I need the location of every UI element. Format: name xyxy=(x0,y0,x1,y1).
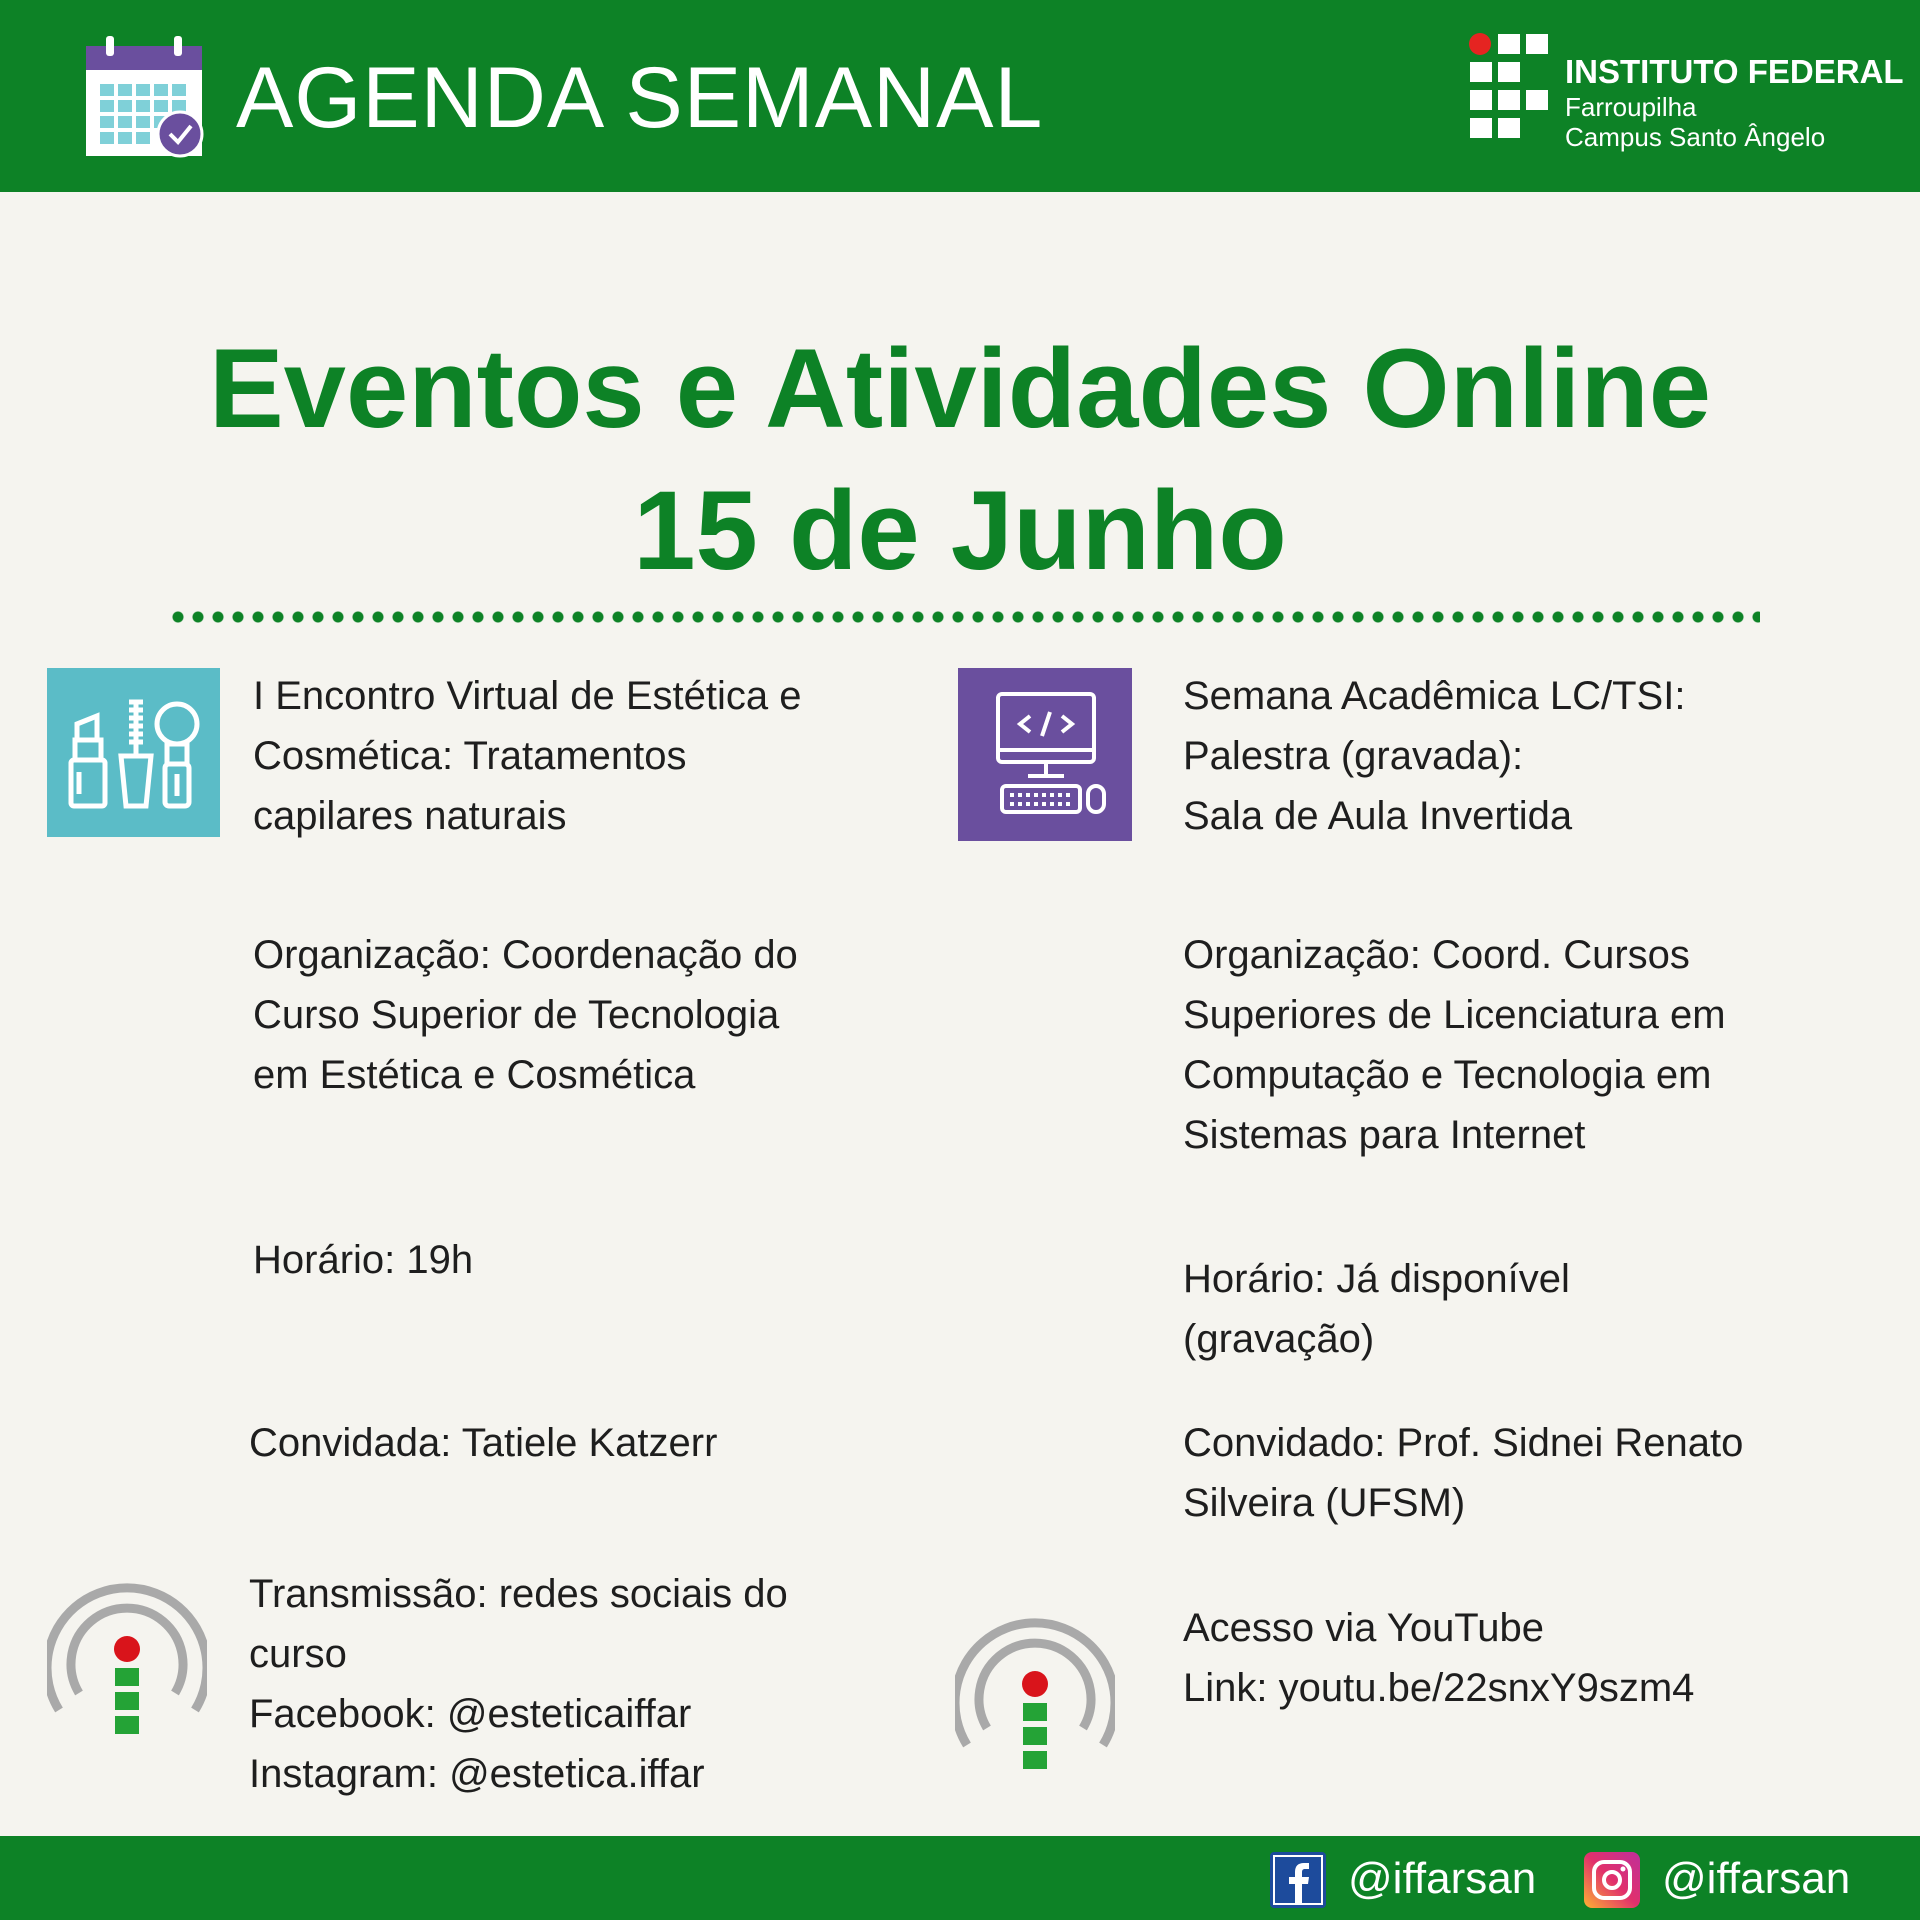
event-1-access xyxy=(249,1564,788,1804)
event-2-title-line: Semana Acadêmica LC/TSI: xyxy=(1183,674,1686,718)
event-1-organization-line: Organização: Coordenação do xyxy=(253,933,798,977)
event-2-schedule-line: (gravação) xyxy=(1183,1317,1375,1361)
institution-subtitle: Farroupilha xyxy=(1565,92,1697,122)
event-2-access-line: Acesso via YouTube xyxy=(1183,1606,1544,1650)
institution-name: INSTITUTO FEDERAL xyxy=(1565,53,1904,90)
event-2-guest xyxy=(1183,1413,1743,1533)
page-date: 15 de Junho xyxy=(633,468,1287,593)
event-1-access-line: Facebook: @esteticaiffar xyxy=(249,1692,692,1736)
cosmetics-icon xyxy=(47,668,220,837)
page-header-title: AGENDA SEMANAL xyxy=(236,50,1044,146)
event-2-access-line[interactable]: Link: youtu.be/22snxY9szm4 xyxy=(1183,1666,1695,1710)
institution-campus: Campus Santo Ângelo xyxy=(1565,122,1826,152)
event-1-title-line: capilares naturais xyxy=(253,794,567,838)
event-2-organization-line: Organização: Coord. Cursos xyxy=(1183,933,1690,977)
instagram-handle[interactable]: @iffarsan xyxy=(1662,1854,1851,1903)
event-2-organization-line: Superiores de Licenciatura em xyxy=(1183,993,1726,1037)
event-2-guest-line: Convidado: Prof. Sidnei Renato xyxy=(1183,1421,1744,1465)
event-2-title-line: Sala de Aula Invertida xyxy=(1183,794,1573,838)
event-2-organization xyxy=(1183,925,1726,1165)
dotted-divider xyxy=(168,610,1760,624)
facebook-icon[interactable] xyxy=(1270,1852,1326,1908)
event-1-title-line: I Encontro Virtual de Estética e xyxy=(253,674,802,718)
event-2-schedule-line: Horário: Já disponível xyxy=(1183,1257,1570,1301)
event-2-organization-line: Sistemas para Internet xyxy=(1183,1113,1586,1157)
event-2-guest-line: Silveira (UFSM) xyxy=(1183,1481,1466,1525)
event-1-organization xyxy=(253,925,798,1105)
event-1-schedule-line: Horário: 19h xyxy=(253,1238,474,1282)
event-1-organization-line: Curso Superior de Tecnologia xyxy=(253,993,780,1037)
event-2-access xyxy=(1183,1598,1694,1718)
event-1-access-line: Transmissão: redes sociais do xyxy=(249,1572,788,1616)
broadcast-icon xyxy=(955,1600,1115,1786)
computer-code-icon xyxy=(958,668,1132,841)
event-1-access-line: curso xyxy=(249,1632,347,1676)
event-1-access-line: Instagram: @estetica.iffar xyxy=(249,1752,705,1796)
event-2-organization-line: Computação e Tecnologia em xyxy=(1183,1053,1712,1097)
instituto-federal-logo-icon xyxy=(1468,32,1552,144)
facebook-handle[interactable]: @iffarsan xyxy=(1348,1854,1537,1903)
event-2-title-line: Palestra (gravada): xyxy=(1183,734,1524,778)
event-1-title xyxy=(253,666,801,846)
event-1-organization-line: em Estética e Cosmética xyxy=(253,1053,696,1097)
event-2-schedule xyxy=(1183,1249,1570,1369)
page-title-line: Eventos e Atividades Online xyxy=(208,326,1712,451)
event-1-guest xyxy=(249,1413,717,1473)
page-title xyxy=(0,318,1920,602)
event-1-title-line: Cosmética: Tratamentos xyxy=(253,734,687,778)
event-2-title xyxy=(1183,666,1685,846)
calendar-check-icon xyxy=(84,36,204,158)
header-bar xyxy=(0,0,1920,192)
event-1-schedule xyxy=(253,1230,473,1290)
instagram-icon[interactable] xyxy=(1584,1852,1640,1908)
event-1-guest-line: Convidada: Tatiele Katzerr xyxy=(249,1421,718,1465)
institution-name-block xyxy=(1565,52,1904,152)
broadcast-icon xyxy=(47,1565,207,1751)
